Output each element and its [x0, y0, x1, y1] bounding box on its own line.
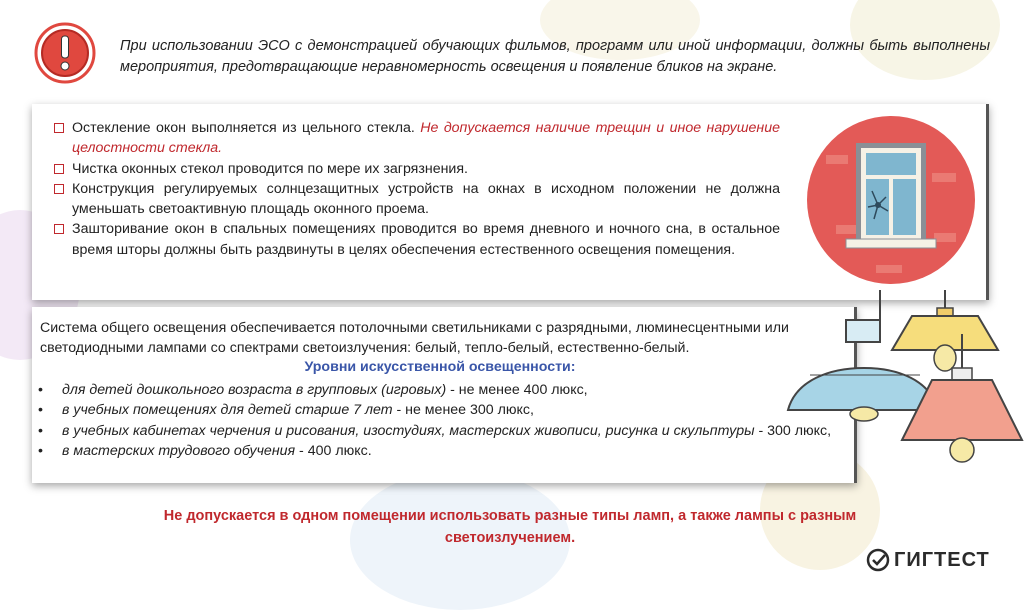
list-item: • в мастерских трудового обучения - 400 люкс. [38, 441, 846, 461]
list-item: Чистка оконных стекол проводится по мере их загрязнения. [52, 159, 780, 179]
logo-text: ГИГТЕСТ [894, 548, 990, 571]
levels-list [38, 380, 846, 461]
bullet-icon: • [38, 422, 43, 439]
intro-text: При использовании ЭСО с демонстрацией обучающих фильмов, программ или иной информации, должны быть выполнены мероприятия, предотвращающие неравномерность освещения и появление бликов на экране. [120, 38, 990, 75]
exclamation-icon [34, 22, 96, 84]
pendant-lamps-illustration [780, 290, 1024, 480]
gigtest-logo [866, 547, 990, 573]
list-item: • в учебных помещениях для детей старше 7 лет - не менее 300 люкс, [38, 400, 846, 420]
bullet-icon: • [38, 402, 43, 419]
lamp-types-warning: Не допускается в одном помещении использовать разные типы ламп, а также лампы с разным светоизлучением. [163, 508, 857, 546]
lighting-paragraph: Система общего освещения обеспечивается потолочными светильниками с разрядными, люминесцентными или светодиодными лампами со спектрами светоизлучения: белый, тепло-белый, естественно-белый. [40, 320, 789, 357]
list-item: Зашторивание окон в спальных помещениях проводится во время дневного и ночного сна, в остальное время шторы должны быть раздвинуты в целях обеспечения естественного освещения помещения. [52, 219, 780, 260]
broken-window-illustration [806, 115, 976, 285]
bullet-icon: • [38, 382, 43, 398]
list-item: Остекление окон выполняется из цельного стекла. Не допускается наличие трещин и иное нарушение целостности стекла. [52, 118, 780, 159]
bullet-icon: • [38, 442, 43, 459]
check-circle-icon [866, 548, 890, 572]
square-bullet-icon [54, 164, 64, 174]
list-item: Конструкция регулируемых солнцезащитных устройств на окнах в исходном положении не должна уменьшать светоактивную площадь оконного проема. [52, 179, 780, 220]
list-item: • для детей дошкольного возраста в групповых (игровых) - не менее 400 люкс, [38, 380, 846, 400]
square-bullet-icon [54, 123, 64, 133]
windows-list [52, 118, 780, 260]
list-item: • в учебных кабинетах черчения и рисования, изостудиях, мастерских живописи, рисунка и скульптуры - 300 люкс, [38, 421, 846, 441]
square-bullet-icon [54, 224, 64, 234]
levels-title: Уровни искусственной освещенности: [304, 359, 576, 375]
square-bullet-icon [54, 184, 64, 194]
